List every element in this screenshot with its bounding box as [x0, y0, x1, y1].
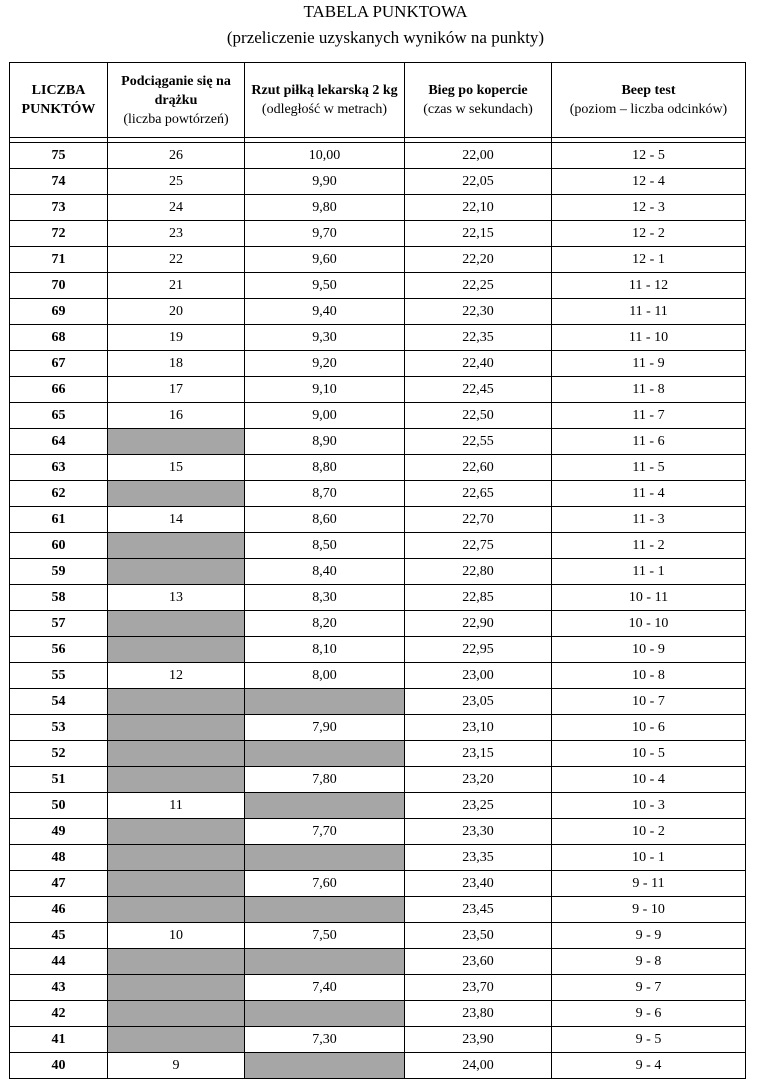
- run-cell: 24,00: [405, 1053, 552, 1079]
- header-throw-label: Rzut piłką lekarską 2 kg: [251, 83, 398, 98]
- beep-cell: 11 - 5: [552, 455, 746, 481]
- beep-cell: 9 - 5: [552, 1027, 746, 1053]
- throw-cell: 7,30: [245, 1027, 405, 1053]
- table-row: [10, 377, 746, 403]
- beep-cell: 12 - 4: [552, 169, 746, 195]
- beep-cell: 11 - 2: [552, 533, 746, 559]
- table-row: [10, 949, 746, 975]
- table-row: [10, 871, 746, 897]
- points-cell: 50: [10, 793, 108, 819]
- table-row: [10, 585, 746, 611]
- beep-cell: 10 - 3: [552, 793, 746, 819]
- points-cell: 59: [10, 559, 108, 585]
- throw-cell: [245, 1001, 405, 1027]
- header-run-unit: (czas w sekundach): [423, 102, 533, 117]
- table-row: [10, 975, 746, 1001]
- points-cell: 60: [10, 533, 108, 559]
- run-cell: 23,80: [405, 1001, 552, 1027]
- throw-cell: 7,60: [245, 871, 405, 897]
- table-row: [10, 663, 746, 689]
- run-cell: 22,75: [405, 533, 552, 559]
- beep-cell: 10 - 8: [552, 663, 746, 689]
- table-header-row: [10, 63, 746, 138]
- points-cell: 72: [10, 221, 108, 247]
- pullups-cell: [108, 767, 245, 793]
- points-cell: 68: [10, 325, 108, 351]
- table-row: [10, 741, 746, 767]
- throw-cell: 10,00: [245, 143, 405, 169]
- pullups-cell: [108, 689, 245, 715]
- pullups-cell: 19: [108, 325, 245, 351]
- points-cell: 75: [10, 143, 108, 169]
- header-beep-label: Beep test: [621, 83, 676, 98]
- pullups-cell: [108, 1001, 245, 1027]
- table-row: [10, 221, 746, 247]
- beep-cell: 10 - 5: [552, 741, 746, 767]
- table-row: [10, 611, 746, 637]
- throw-cell: 8,30: [245, 585, 405, 611]
- beep-cell: 10 - 10: [552, 611, 746, 637]
- points-cell: 67: [10, 351, 108, 377]
- pullups-cell: 26: [108, 143, 245, 169]
- page-subtitle: (przeliczenie uzyskanych wyników na punkty): [226, 28, 545, 47]
- run-cell: 22,90: [405, 611, 552, 637]
- points-cell: 46: [10, 897, 108, 923]
- table-row: [10, 455, 746, 481]
- run-cell: 23,10: [405, 715, 552, 741]
- points-cell: 66: [10, 377, 108, 403]
- throw-cell: 8,60: [245, 507, 405, 533]
- table-row: [10, 325, 746, 351]
- beep-cell: 11 - 4: [552, 481, 746, 507]
- pullups-cell: 12: [108, 663, 245, 689]
- beep-cell: 9 - 6: [552, 1001, 746, 1027]
- beep-cell: 9 - 11: [552, 871, 746, 897]
- pullups-cell: [108, 1027, 245, 1053]
- points-table: [9, 62, 746, 1079]
- beep-cell: 11 - 7: [552, 403, 746, 429]
- table-row: [10, 195, 746, 221]
- run-cell: 23,05: [405, 689, 552, 715]
- run-cell: 23,45: [405, 897, 552, 923]
- table-row: [10, 1027, 746, 1053]
- run-cell: 22,70: [405, 507, 552, 533]
- table-row: [10, 767, 746, 793]
- beep-cell: 12 - 2: [552, 221, 746, 247]
- pullups-cell: 11: [108, 793, 245, 819]
- run-cell: 23,90: [405, 1027, 552, 1053]
- run-cell: 22,10: [405, 195, 552, 221]
- beep-cell: 10 - 1: [552, 845, 746, 871]
- points-cell: 70: [10, 273, 108, 299]
- beep-cell: 12 - 3: [552, 195, 746, 221]
- points-cell: 57: [10, 611, 108, 637]
- beep-cell: 10 - 6: [552, 715, 746, 741]
- run-cell: 22,40: [405, 351, 552, 377]
- pullups-cell: 14: [108, 507, 245, 533]
- table-row: [10, 689, 746, 715]
- throw-cell: 9,00: [245, 403, 405, 429]
- throw-cell: [245, 897, 405, 923]
- run-cell: 23,25: [405, 793, 552, 819]
- pullups-cell: 22: [108, 247, 245, 273]
- throw-cell: 8,50: [245, 533, 405, 559]
- run-cell: 23,60: [405, 949, 552, 975]
- throw-cell: 8,90: [245, 429, 405, 455]
- page-title: TABELA PUNKTOWA: [303, 2, 468, 21]
- table-row: [10, 637, 746, 663]
- run-cell: 22,50: [405, 403, 552, 429]
- header-pullups: [108, 63, 245, 138]
- pullups-cell: 24: [108, 195, 245, 221]
- pullups-cell: [108, 611, 245, 637]
- table-row: [10, 793, 746, 819]
- pullups-cell: 10: [108, 923, 245, 949]
- points-cell: 71: [10, 247, 108, 273]
- run-cell: 22,35: [405, 325, 552, 351]
- table-row: [10, 507, 746, 533]
- run-cell: 22,65: [405, 481, 552, 507]
- pullups-cell: [108, 429, 245, 455]
- pullups-cell: 16: [108, 403, 245, 429]
- points-cell: 43: [10, 975, 108, 1001]
- pullups-cell: [108, 871, 245, 897]
- points-cell: 74: [10, 169, 108, 195]
- throw-cell: [245, 949, 405, 975]
- beep-cell: 11 - 12: [552, 273, 746, 299]
- run-cell: 22,80: [405, 559, 552, 585]
- header-run: [405, 63, 552, 138]
- throw-cell: 9,40: [245, 299, 405, 325]
- points-cell: 62: [10, 481, 108, 507]
- throw-cell: 9,30: [245, 325, 405, 351]
- table-row: [10, 533, 746, 559]
- pullups-cell: [108, 845, 245, 871]
- run-cell: 23,50: [405, 923, 552, 949]
- run-cell: 23,00: [405, 663, 552, 689]
- points-cell: 42: [10, 1001, 108, 1027]
- header-points-label: LICZBA PUNKTÓW: [21, 83, 96, 117]
- throw-cell: [245, 689, 405, 715]
- table-row: [10, 351, 746, 377]
- header-beep: [552, 63, 746, 138]
- beep-cell: 10 - 9: [552, 637, 746, 663]
- beep-cell: 9 - 10: [552, 897, 746, 923]
- throw-cell: 9,80: [245, 195, 405, 221]
- run-cell: 22,25: [405, 273, 552, 299]
- throw-cell: [245, 1053, 405, 1079]
- pullups-cell: 20: [108, 299, 245, 325]
- points-cell: 58: [10, 585, 108, 611]
- beep-cell: 11 - 11: [552, 299, 746, 325]
- table-row: [10, 1053, 746, 1079]
- run-cell: 22,45: [405, 377, 552, 403]
- points-cell: 47: [10, 871, 108, 897]
- points-cell: 45: [10, 923, 108, 949]
- table-row: [10, 559, 746, 585]
- throw-cell: 8,80: [245, 455, 405, 481]
- throw-cell: 7,80: [245, 767, 405, 793]
- table-row: [10, 403, 746, 429]
- throw-cell: 9,70: [245, 221, 405, 247]
- points-cell: 56: [10, 637, 108, 663]
- points-cell: 73: [10, 195, 108, 221]
- header-throw: [245, 63, 405, 138]
- beep-cell: 11 - 8: [552, 377, 746, 403]
- pullups-cell: 15: [108, 455, 245, 481]
- beep-cell: 10 - 11: [552, 585, 746, 611]
- table-row: [10, 143, 746, 169]
- pullups-cell: 18: [108, 351, 245, 377]
- table-row: [10, 715, 746, 741]
- table-row: [10, 299, 746, 325]
- table-row: [10, 481, 746, 507]
- pullups-cell: [108, 819, 245, 845]
- throw-cell: 8,70: [245, 481, 405, 507]
- pullups-cell: [108, 559, 245, 585]
- pullups-cell: [108, 533, 245, 559]
- header-beep-unit: (poziom – liczba odcinków): [569, 102, 728, 117]
- run-cell: 22,05: [405, 169, 552, 195]
- throw-cell: [245, 793, 405, 819]
- pullups-cell: [108, 715, 245, 741]
- beep-cell: 9 - 8: [552, 949, 746, 975]
- run-cell: 22,95: [405, 637, 552, 663]
- pullups-cell: [108, 637, 245, 663]
- throw-cell: 8,40: [245, 559, 405, 585]
- table-row: [10, 1001, 746, 1027]
- run-cell: 23,35: [405, 845, 552, 871]
- header-throw-unit: (odległość w metrach): [261, 102, 388, 117]
- throw-cell: 7,50: [245, 923, 405, 949]
- beep-cell: 9 - 4: [552, 1053, 746, 1079]
- pullups-cell: [108, 741, 245, 767]
- pullups-cell: [108, 975, 245, 1001]
- beep-cell: 12 - 5: [552, 143, 746, 169]
- header-pullups-unit: (liczba powtórzeń): [123, 111, 229, 127]
- points-cell: 53: [10, 715, 108, 741]
- table-row: [10, 429, 746, 455]
- pullups-cell: [108, 897, 245, 923]
- header-pullups-label: Podciąganie się na drążku: [121, 73, 231, 108]
- points-cell: 63: [10, 455, 108, 481]
- table-row: [10, 169, 746, 195]
- run-cell: 22,85: [405, 585, 552, 611]
- points-cell: 41: [10, 1027, 108, 1053]
- table-row: [10, 273, 746, 299]
- pullups-cell: 9: [108, 1053, 245, 1079]
- points-cell: 54: [10, 689, 108, 715]
- run-cell: 23,70: [405, 975, 552, 1001]
- pullups-cell: [108, 481, 245, 507]
- points-cell: 64: [10, 429, 108, 455]
- pullups-cell: 25: [108, 169, 245, 195]
- points-cell: 65: [10, 403, 108, 429]
- beep-cell: 12 - 1: [552, 247, 746, 273]
- table-body: [10, 143, 746, 1079]
- points-cell: 69: [10, 299, 108, 325]
- throw-cell: 8,00: [245, 663, 405, 689]
- throw-cell: 7,90: [245, 715, 405, 741]
- throw-cell: 9,10: [245, 377, 405, 403]
- table-row: [10, 923, 746, 949]
- throw-cell: [245, 845, 405, 871]
- points-cell: 55: [10, 663, 108, 689]
- beep-cell: 9 - 9: [552, 923, 746, 949]
- beep-cell: 9 - 7: [552, 975, 746, 1001]
- run-cell: 22,30: [405, 299, 552, 325]
- throw-cell: 9,20: [245, 351, 405, 377]
- run-cell: 22,55: [405, 429, 552, 455]
- pullups-cell: 23: [108, 221, 245, 247]
- pullups-cell: 17: [108, 377, 245, 403]
- beep-cell: 11 - 3: [552, 507, 746, 533]
- beep-cell: 10 - 7: [552, 689, 746, 715]
- run-cell: 23,15: [405, 741, 552, 767]
- points-cell: 48: [10, 845, 108, 871]
- points-cell: 49: [10, 819, 108, 845]
- run-cell: 23,20: [405, 767, 552, 793]
- points-cell: 52: [10, 741, 108, 767]
- throw-cell: 9,90: [245, 169, 405, 195]
- throw-cell: 8,10: [245, 637, 405, 663]
- points-cell: 40: [10, 1053, 108, 1079]
- beep-cell: 10 - 2: [552, 819, 746, 845]
- run-cell: 22,00: [405, 143, 552, 169]
- table-row: [10, 897, 746, 923]
- points-cell: 61: [10, 507, 108, 533]
- throw-cell: [245, 741, 405, 767]
- run-cell: 23,40: [405, 871, 552, 897]
- run-cell: 23,30: [405, 819, 552, 845]
- beep-cell: 11 - 9: [552, 351, 746, 377]
- throw-cell: 9,50: [245, 273, 405, 299]
- table-row: [10, 247, 746, 273]
- beep-cell: 10 - 4: [552, 767, 746, 793]
- table-row: [10, 819, 746, 845]
- beep-cell: 11 - 6: [552, 429, 746, 455]
- run-cell: 22,20: [405, 247, 552, 273]
- throw-cell: 8,20: [245, 611, 405, 637]
- beep-cell: 11 - 10: [552, 325, 746, 351]
- throw-cell: 7,70: [245, 819, 405, 845]
- points-cell: 51: [10, 767, 108, 793]
- header-points: [10, 63, 108, 138]
- run-cell: 22,60: [405, 455, 552, 481]
- throw-cell: 9,60: [245, 247, 405, 273]
- pullups-cell: [108, 949, 245, 975]
- points-cell: 44: [10, 949, 108, 975]
- header-run-label: Bieg po kopercie: [428, 83, 528, 98]
- pullups-cell: 13: [108, 585, 245, 611]
- beep-cell: 11 - 1: [552, 559, 746, 585]
- pullups-cell: 21: [108, 273, 245, 299]
- table-row: [10, 845, 746, 871]
- run-cell: 22,15: [405, 221, 552, 247]
- throw-cell: 7,40: [245, 975, 405, 1001]
